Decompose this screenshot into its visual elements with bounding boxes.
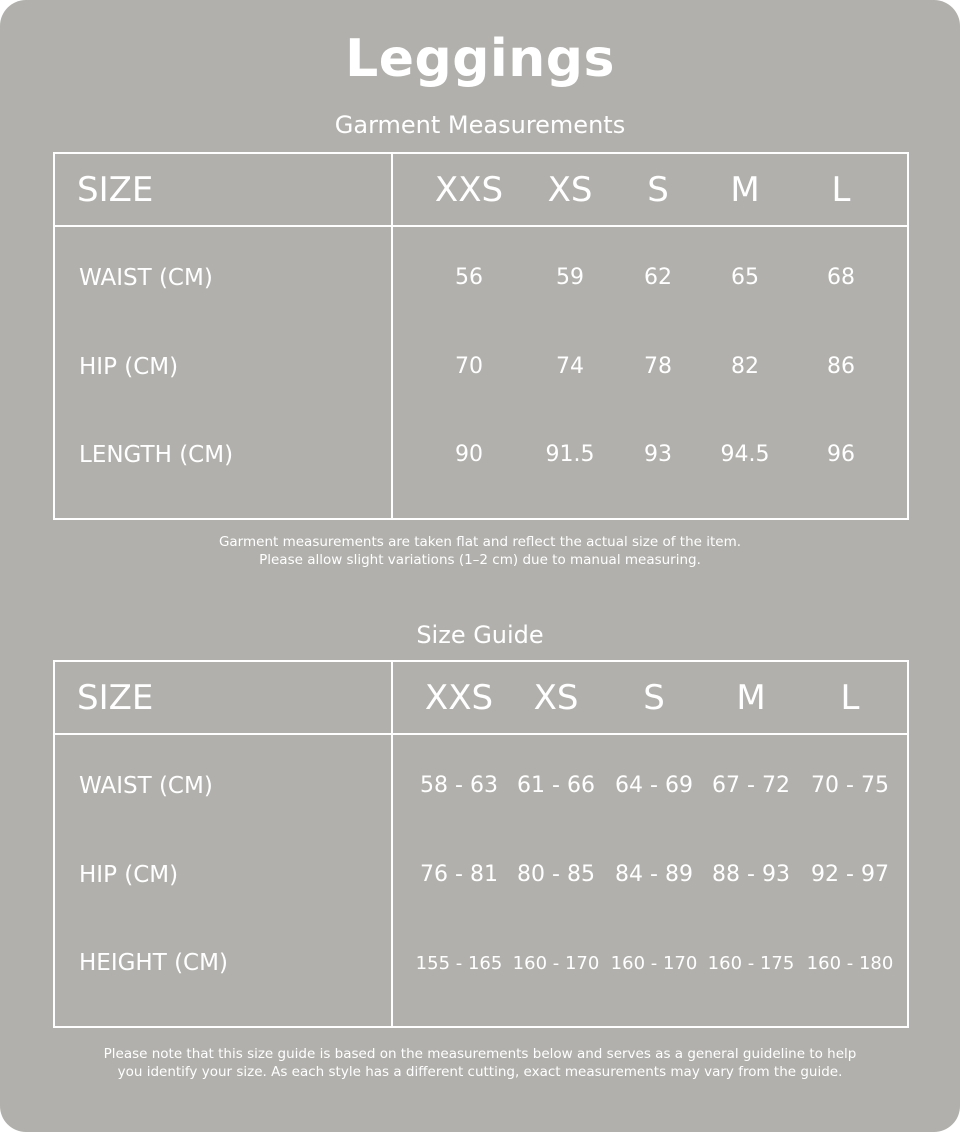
table-cell: 88 - 93: [712, 862, 790, 887]
table-cell: 56: [455, 265, 483, 290]
size-header-m: M: [730, 170, 760, 210]
size-header-label: SIZE: [77, 678, 154, 718]
table-cell: 74: [556, 354, 584, 379]
table-cell: 70 - 75: [811, 773, 889, 798]
row-label-hip: HIP (CM): [79, 862, 179, 888]
row-label-waist: WAIST (CM): [79, 773, 213, 799]
size-header-xs: XS: [547, 170, 593, 210]
table-cell: 84 - 89: [615, 862, 693, 887]
table-cell: 160 - 170: [610, 953, 698, 974]
table-cell: 155 - 165: [415, 953, 503, 974]
garment-measurements-table: [53, 152, 909, 520]
size-header-label: SIZE: [77, 170, 154, 210]
table-cell: 82: [731, 354, 759, 379]
size-guide-heading: Size Guide: [416, 621, 544, 649]
table-cell: 76 - 81: [420, 862, 498, 887]
table-cell: 160 - 175: [707, 953, 795, 974]
garment-measurements-heading: Garment Measurements: [334, 111, 626, 139]
table-divider-vertical: [391, 662, 393, 1026]
table-cell: 62: [644, 265, 672, 290]
size-guide-note-line-1: Please note that this size guide is based on the measurements below and serves as a general guideline to help: [103, 1046, 857, 1062]
table-cell: 94.5: [720, 442, 770, 467]
garment-note-line-2: Please allow slight variations (1–2 cm) due to manual measuring.: [259, 552, 701, 568]
table-cell: 68: [827, 265, 855, 290]
table-cell: 93: [644, 442, 672, 467]
row-label-hip: HIP (CM): [79, 354, 179, 380]
table-cell: 67 - 72: [712, 773, 790, 798]
table-cell: 160 - 170: [512, 953, 600, 974]
size-header-l: L: [831, 170, 851, 210]
size-header-l: L: [840, 678, 860, 718]
table-cell: 78: [644, 354, 672, 379]
table-cell: 80 - 85: [517, 862, 595, 887]
row-label-waist: WAIST (CM): [79, 265, 213, 291]
table-cell: 64 - 69: [615, 773, 693, 798]
table-divider-vertical: [391, 154, 393, 518]
size-guide-note-line-2: you identify your size. As each style has a different cutting, exact measurements may vary from the guide.: [117, 1064, 843, 1080]
page-title: Leggings: [345, 29, 615, 89]
table-divider-horizontal: [55, 733, 907, 735]
table-cell: 160 - 180: [806, 953, 894, 974]
table-cell: 70: [455, 354, 483, 379]
table-cell: 86: [827, 354, 855, 379]
size-header-s: S: [647, 170, 669, 210]
table-cell: 90: [455, 442, 483, 467]
row-label-height: HEIGHT (CM): [79, 950, 228, 976]
table-cell: 59: [556, 265, 584, 290]
size-header-s: S: [643, 678, 665, 718]
table-cell: 65: [731, 265, 759, 290]
size-header-xxs: XXS: [424, 678, 494, 718]
size-guide-table: [53, 660, 909, 1028]
table-divider-horizontal: [55, 225, 907, 227]
table-cell: 58 - 63: [420, 773, 498, 798]
size-header-xxs: XXS: [434, 170, 504, 210]
garment-note-line-1: Garment measurements are taken flat and reflect the actual size of the item.: [218, 534, 742, 550]
table-cell: 61 - 66: [517, 773, 595, 798]
table-cell: 96: [827, 442, 855, 467]
table-cell: 92 - 97: [811, 862, 889, 887]
table-cell: 91.5: [545, 442, 595, 467]
size-header-m: M: [736, 678, 766, 718]
size-header-xs: XS: [533, 678, 579, 718]
row-label-length: LENGTH (CM): [79, 442, 234, 468]
